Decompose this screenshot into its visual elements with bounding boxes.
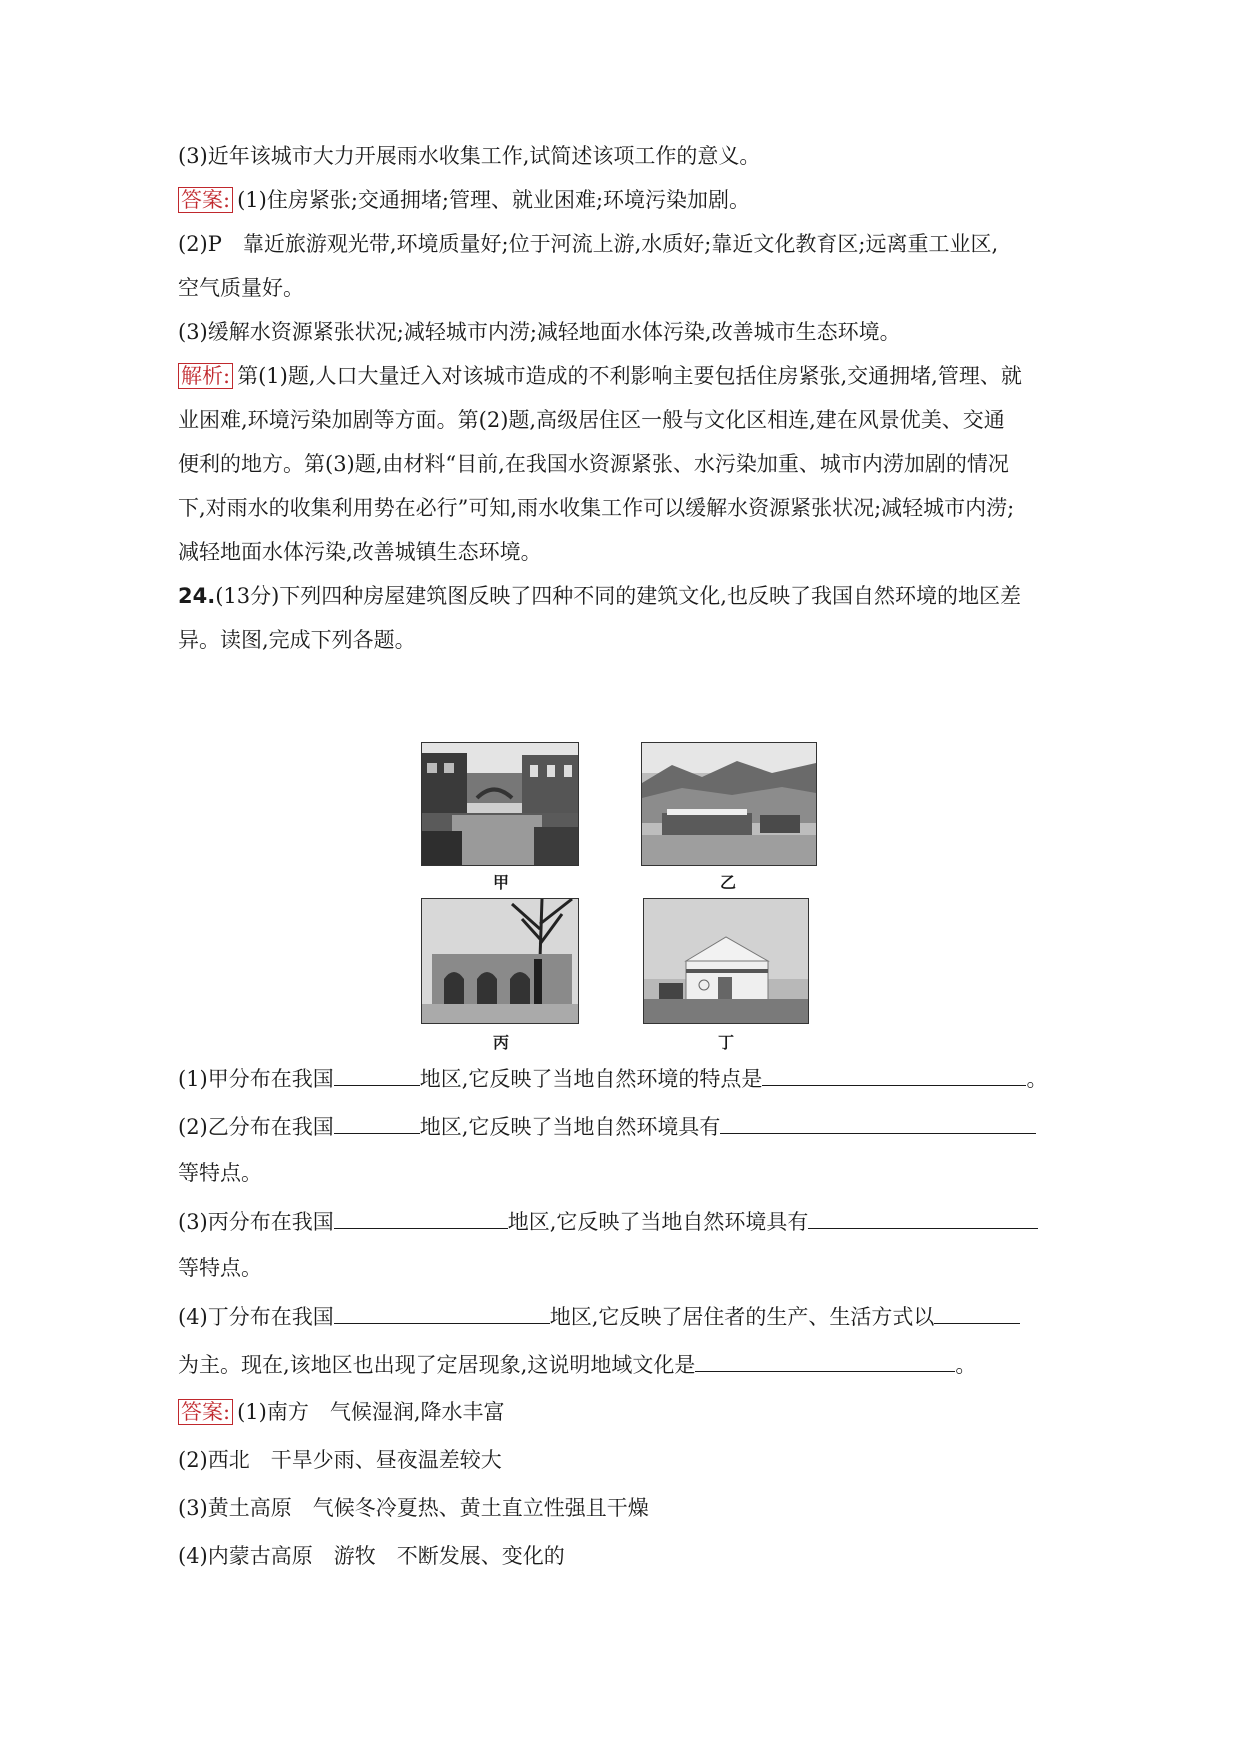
s2-text-a: (2)乙分布在我国 [178,1115,334,1139]
s3-text-a: (3)丙分布在我国 [178,1210,334,1234]
subquestion-2-end: 等特点。 [178,1161,262,1185]
s3-text-b: 地区,它反映了当地自然环境具有 [507,1210,809,1234]
caption-ding: 丁 [717,1033,734,1052]
blank-3a[interactable] [334,1206,508,1229]
prev-answer-line-3: 空气质量好。 [178,276,304,300]
s1-text-a: (1)甲分布在我国 [178,1067,334,1091]
q24-answer-label: 答案: [178,1399,233,1425]
question-number: 24. [178,584,216,608]
analysis-line-2: 业困难,环境污染加剧等方面。第(2)题,高级居住区一般与文化区相连,建在风景优美、交通 [178,408,1005,432]
subquestion-3 [178,1206,1038,1237]
answer-label: 答案: [178,187,233,213]
subquestion-4-end [178,1349,976,1380]
q24-answer-line-2: (2)西北 干旱少雨、昼夜温差较大 [178,1448,502,1472]
blank-4b[interactable] [934,1301,1020,1324]
s1-text-c: 。 [1026,1067,1048,1091]
prev-q3-text: (3)近年该城市大力开展雨水收集工作,试简述该项工作的意义。 [178,144,761,168]
blank-2a[interactable] [334,1111,420,1134]
q24-stem-line-1 [178,581,1021,611]
analysis-line-3: 便利的地方。第(3)题,由材料“目前,在我国水资源紧张、水污染加重、城市内涝加剧的情况 [178,452,1009,476]
photo-jia-water-town [421,742,579,866]
s4-text-a: (4)丁分布在我国 [178,1305,334,1329]
answer-text: (1)住房紧张;交通拥堵;管理、就业困难;环境污染加剧。 [237,188,751,212]
caption-bing: 丙 [492,1033,509,1052]
s4-text-b: 地区,它反映了居住者的生产、生活方式以 [549,1305,935,1329]
s2-text-b: 地区,它反映了当地自然环境具有 [419,1115,721,1139]
q24-answer-line-4: (4)内蒙古高原 游牧 不断发展、变化的 [178,1544,565,1568]
blank-2b[interactable] [720,1111,1036,1134]
blank-3b[interactable] [808,1206,1038,1229]
photo-bing-cave-dwellings [421,898,579,1024]
caption-jia: 甲 [492,873,509,892]
q24-answer-text: (1)南方 气候湿润,降水丰富 [237,1400,505,1424]
prev-answer-line-4: (3)缓解水资源紧张状况;减轻城市内涝;减轻地面水体污染,改善城市生态环境。 [178,320,901,344]
analysis-line-1 [178,361,1022,391]
blank-1b[interactable] [762,1063,1026,1086]
analysis-text: 第(1)题,人口大量迁入对该城市造成的不利影响主要包括住房紧张,交通拥堵,管理、就 [237,364,1022,388]
blank-1a[interactable] [334,1063,420,1086]
s4-text-d: 。 [955,1353,977,1377]
analysis-line-5: 减轻地面水体污染,改善城镇生态环境。 [178,540,542,564]
prev-answer-line-2: (2)P 靠近旅游观光带,环境质量好;位于河流上游,水质好;靠近文化教育区;远离重工业区, [178,232,999,256]
caption-yi: 乙 [719,873,736,892]
subquestion-4 [178,1301,1020,1332]
subquestion-2 [178,1111,1036,1142]
q24-stem-line-2: 异。读图,完成下列各题。 [178,628,416,652]
subquestion-1 [178,1063,1047,1094]
q24-stem-text: (13分)下列四种房屋建筑图反映了四种不同的建筑文化,也反映了我国自然环境的地区差 [215,584,1021,608]
photo-ding-yurt [643,898,809,1024]
photo-yi-northwest-houses [641,742,817,866]
q24-answer-line-1 [178,1397,505,1427]
blank-4c[interactable] [695,1349,955,1372]
analysis-line-4: 下,对雨水的收集利用势在必行”可知,雨水收集工作可以缓解水资源紧张状况;减轻城市内涝; [178,496,1015,520]
q24-answer-line-3: (3)黄土高原 气候冬冷夏热、黄土直立性强且干燥 [178,1496,649,1520]
s1-text-b: 地区,它反映了当地自然环境的特点是 [419,1067,763,1091]
s4-text-c: 为主。现在,该地区也出现了定居现象,这说明地域文化是 [178,1353,696,1377]
prev-answer-line-1 [178,185,750,215]
analysis-label: 解析: [178,363,233,389]
subquestion-3-end: 等特点。 [178,1256,262,1280]
blank-4a[interactable] [334,1301,550,1324]
